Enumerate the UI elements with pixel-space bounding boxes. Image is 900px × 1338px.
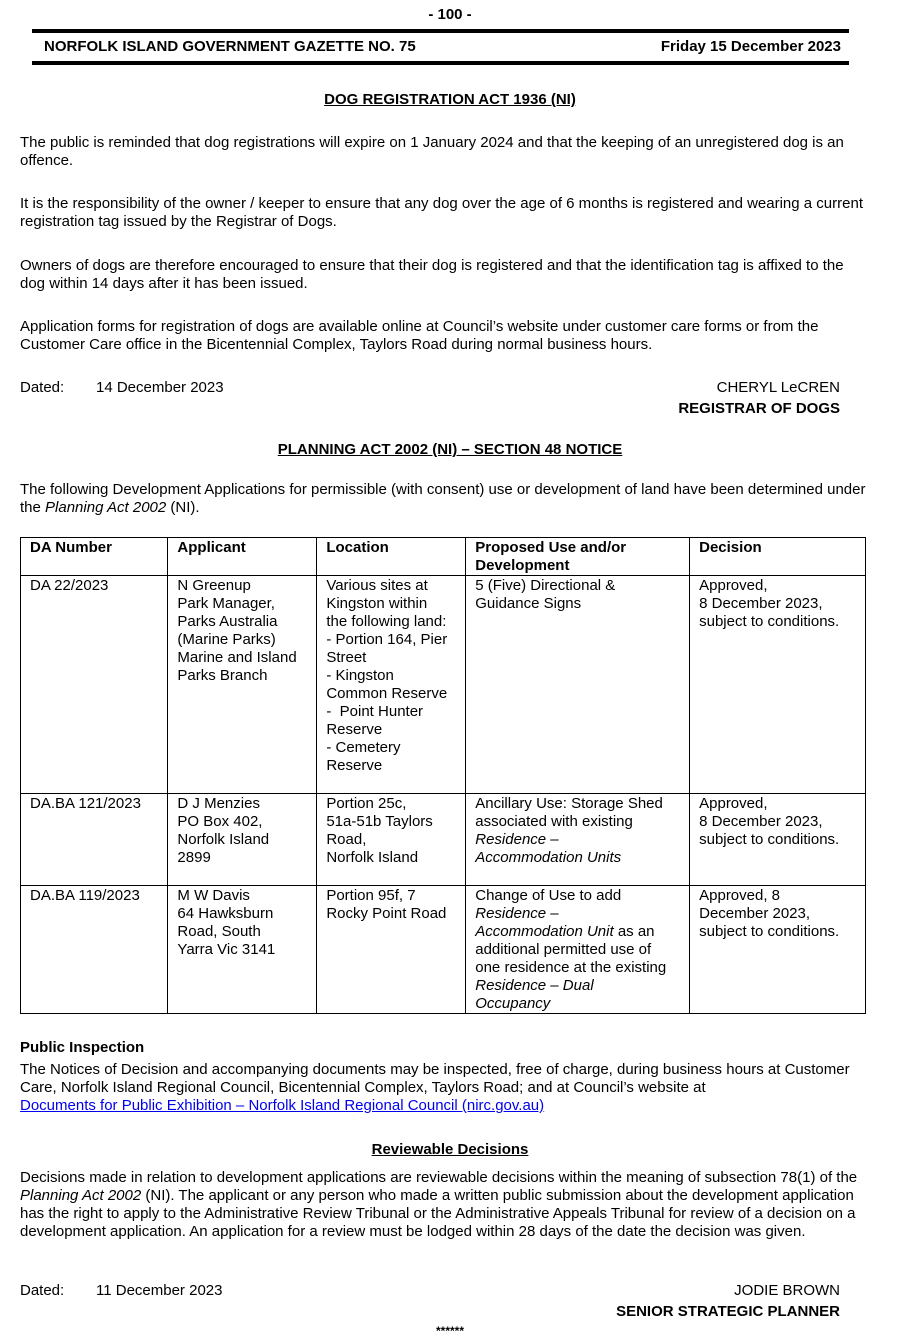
planning-notice-signature <box>616 1280 840 1322</box>
dated-value: 14 December 2023 <box>96 379 224 396</box>
dog-notice-heading: DOG REGISTRATION ACT 1936 (NI) <box>324 91 576 108</box>
da-number-cell: DA.BA 121/2023 <box>21 794 168 886</box>
header-rule-bottom <box>32 61 849 65</box>
header-rule-top <box>32 29 849 33</box>
dog-notice-paragraph: It is the responsibility of the owner / keeper to ensure that any dog over the age of 6 months is registered and wearing a current registration tag issued by the Registrar of Dogs. <box>20 195 863 230</box>
dog-notice-paragraph: Application forms for registration of dogs are available online at Council’s website under customer care forms or from the Customer Care office in the Bicentennial Complex, Taylors Road during normal business hours. <box>20 318 819 353</box>
planning-notice-dated <box>20 1282 222 1299</box>
public-inspection-heading: Public Inspection <box>20 1039 145 1056</box>
gazette-title: NORFOLK ISLAND GOVERNMENT GAZETTE NO. 75 <box>44 38 416 55</box>
dated-value: 11 December 2023 <box>96 1282 223 1299</box>
table-row <box>21 794 866 886</box>
reviewable-decisions-heading: Reviewable Decisions <box>371 1141 529 1158</box>
location-cell: Portion 95f, 7 Rocky Point Road <box>317 886 466 1014</box>
planning-notice-heading: PLANNING ACT 2002 (NI) – SECTION 48 NOTICE <box>277 441 623 458</box>
development-applications-table <box>20 537 866 1014</box>
location-cell: Portion 25c, 51a-51b Taylors Road, Norfolk Island <box>317 794 466 886</box>
column-header: Decision <box>690 538 866 576</box>
column-header: Location <box>317 538 466 576</box>
applicant-cell: M W Davis 64 Hawksburn Road, South Yarra Vic 3141 <box>168 886 317 1014</box>
dog-notice-paragraph: Owners of dogs are therefore encouraged to ensure that their dog is registered and that the identification tag is affixed to the dog within 14 days after it has been issued. <box>20 257 844 292</box>
column-header: Proposed Use and/or Development <box>466 538 690 576</box>
column-header: DA Number <box>21 538 168 576</box>
decision-cell: Approved, 8 December 2023, subject to conditions. <box>690 886 866 1014</box>
signatory-title: SENIOR STRATEGIC PLANNER <box>616 1303 840 1320</box>
dated-label: Dated: <box>20 379 65 396</box>
dog-notice-signature <box>678 377 840 419</box>
signatory-name: CHERYL LeCREN <box>716 379 840 396</box>
dog-notice-paragraph: The public is reminded that dog registrations will expire on 1 January 2024 and that the keeping of an unregistered dog is an offence. <box>20 134 844 169</box>
da-number-cell: DA 22/2023 <box>21 576 168 794</box>
public-inspection-paragraph: The Notices of Decision and accompanying documents may be inspected, free of charge, during business hours at Customer Care, Norfolk Island Regional Council, Bicentennial Complex, Taylors Road; and at Council’s website at Documents for Public Exhibition – Norfolk Island Regional Council (nirc.gov.au) <box>20 1061 850 1114</box>
table-row <box>21 576 866 794</box>
decision-cell: Approved, 8 December 2023, subject to conditions. <box>690 576 866 794</box>
decision-cell: Approved, 8 December 2023, subject to conditions. <box>690 794 866 886</box>
dog-notice-dated <box>20 379 224 396</box>
location-cell: Various sites at Kingston within the following land: - Portion 164, Pier Street - Kingston Common Reserve - Point Hunter Reserve - Cemetery Reserve <box>317 576 466 794</box>
applicant-cell: D J Menzies PO Box 402, Norfolk Island 2899 <box>168 794 317 886</box>
table-row <box>21 886 866 1014</box>
public-exhibition-link[interactable]: Documents for Public Exhibition – Norfolk Island Regional Council (nirc.gov.au) <box>20 1097 545 1114</box>
da-number-cell: DA.BA 119/2023 <box>21 886 168 1014</box>
reviewable-decisions-paragraph: Decisions made in relation to development applications are reviewable decisions within the meaning of subsection 78(1) of the Planning Act 2002 (NI). The applicant or any person who made a written public submission about the development application has the right to apply to the Administrative Review Tribunal or the Administrative Appeals Tribunal for review of a decision on a development application. An application for a review must be lodged within 28 days of the date the decision was given. <box>20 1169 858 1240</box>
gazette-date: Friday 15 December 2023 <box>660 38 841 55</box>
proposed-use-cell: Ancillary Use: Storage Shed associated with existing Residence – Accommodation Units <box>466 794 690 886</box>
proposed-use-cell: Change of Use to add Residence – Accommodation Unit as an additional permitted use of one residence at the existing Residence – Dual Occupancy <box>466 886 690 1014</box>
gazette-header <box>44 38 841 55</box>
page-number: - 100 - <box>428 6 472 23</box>
signatory-title: REGISTRAR OF DOGS <box>678 400 840 417</box>
signatory-name: JODIE BROWN <box>734 1282 840 1299</box>
dated-label: Dated: <box>20 1282 65 1299</box>
proposed-use-cell: 5 (Five) Directional & Guidance Signs <box>466 576 690 794</box>
table-header-row <box>21 538 866 576</box>
column-header: Applicant <box>168 538 317 576</box>
applicant-cell: N Greenup Park Manager, Parks Australia (Marine Parks) Marine and Island Parks Branch <box>168 576 317 794</box>
planning-intro: The following Development Applications for permissible (with consent) use or development of land have been determined under the Planning Act 2002 (NI). <box>20 481 866 516</box>
end-of-notice-stars: ****** <box>435 1324 465 1338</box>
